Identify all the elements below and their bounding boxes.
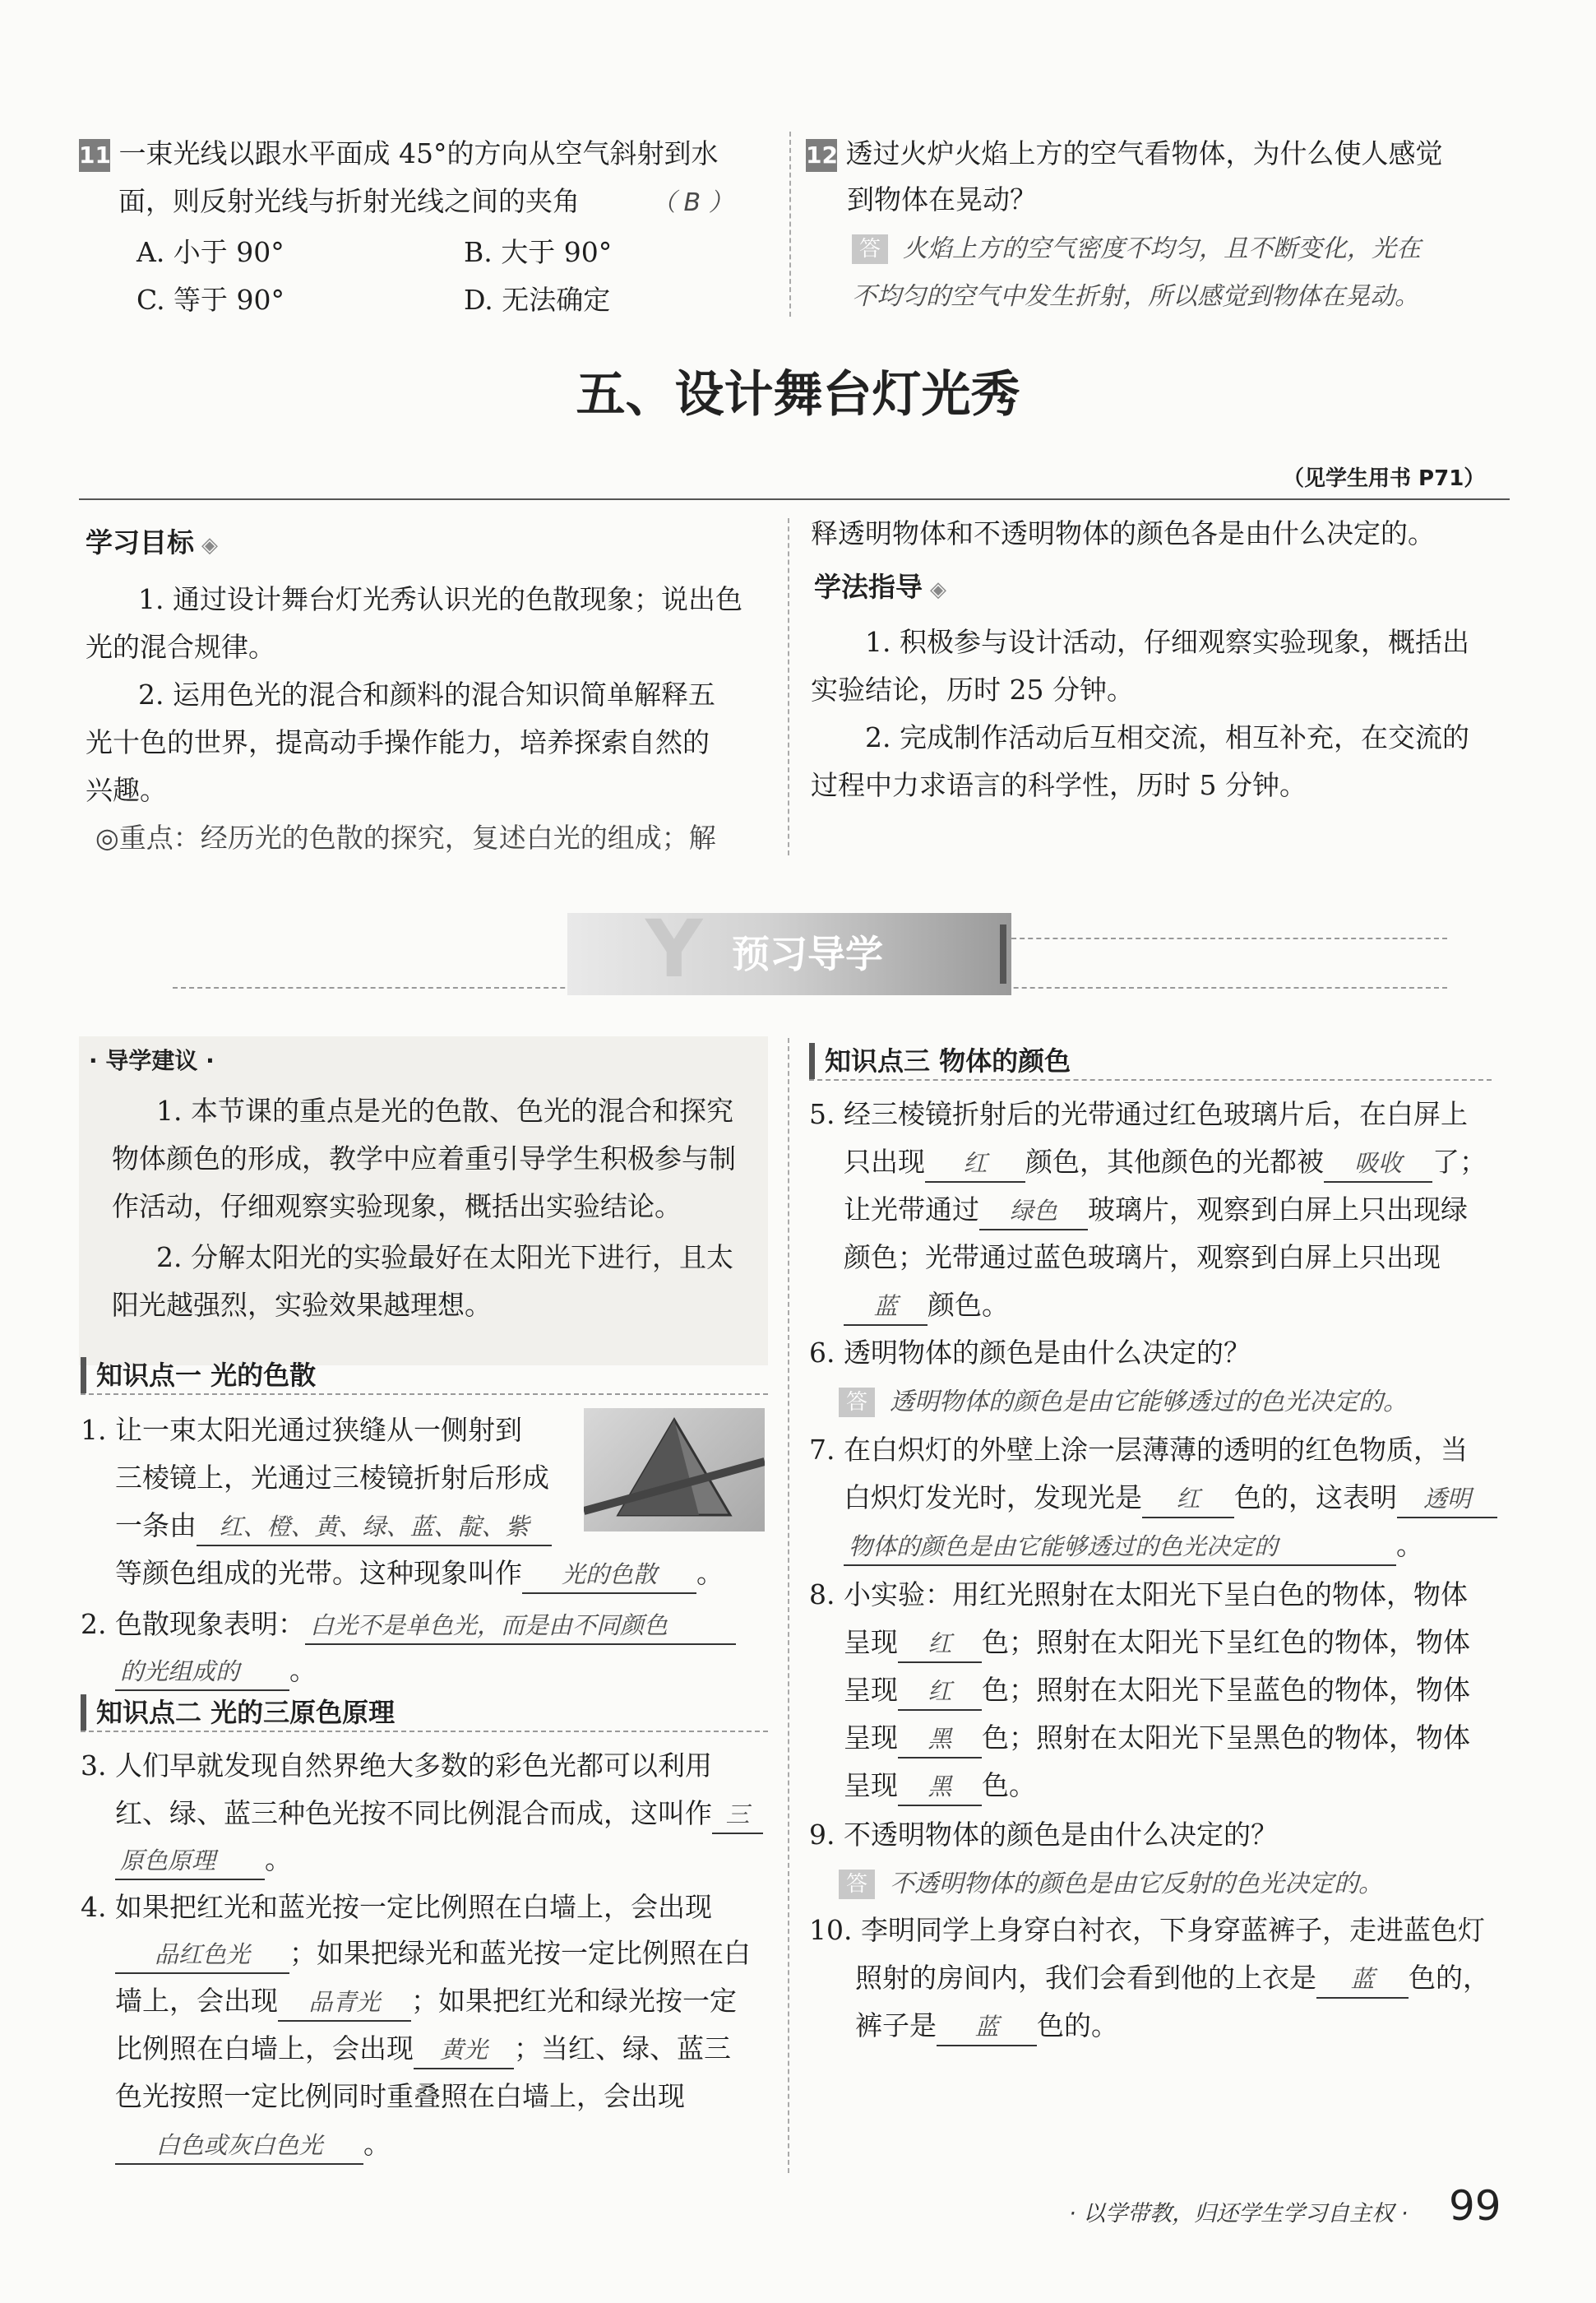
q5-line [844, 1186, 1468, 1234]
answer-blank [197, 1508, 552, 1546]
q3-line [115, 1790, 763, 1837]
goal-line: 2. 运用色光的混合和颜料的混合知识简单解释五 [138, 679, 715, 711]
answer-text: 原色原理 [120, 1847, 216, 1874]
q7-text: 。 [1396, 1529, 1423, 1561]
question-12-answer-line2 [852, 271, 1419, 321]
answer-blank [898, 1720, 982, 1759]
q5-text: 玻璃片，观察到白屏上只出现绿 [1088, 1193, 1468, 1226]
answer-text: 吸收 [1353, 1149, 1402, 1177]
answer-text: 不透明物体的颜色是由它反射的色光决定的。 [890, 1870, 1383, 1898]
q4-line: 色光按照一定比例同时重叠照在白墙上，会出现 [115, 2080, 685, 2112]
answer-blank [115, 1652, 289, 1691]
column-divider [788, 1038, 789, 2173]
answer-text: 光的色散 [561, 1560, 657, 1588]
answer-blank [979, 1192, 1088, 1230]
guide-line: 阳光越强烈，实验效果越理想。 [112, 1289, 492, 1321]
knowledge-point-2 [81, 1694, 768, 1732]
answer-text: 蓝 [974, 2013, 999, 2041]
column-divider [789, 132, 791, 317]
method-heading-text: 学法指导 [814, 571, 923, 603]
question-12 [806, 130, 1443, 178]
question-number-badge: 11 [79, 139, 110, 172]
question-text: 一束光线以跟水平面成 45°的方向从空气斜射到水 [118, 137, 719, 169]
goal-continued-line: 释透明物体和不透明物体的颜色各是由什么决定的。 [811, 517, 1435, 549]
banner-letter: Y [645, 903, 703, 995]
q4-text: ；如果把绿光和蓝光按一定比例照在白 [289, 1937, 751, 1969]
q10-text: 色的。 [1037, 2009, 1118, 2041]
q7-line: 7. 在白炽灯的外壁上涂一层薄薄的透明的红色物质，当 [809, 1434, 1468, 1466]
q5-line: 5. 经三棱镜折射后的光带通过红色玻璃片后，在白屏上 [809, 1098, 1468, 1130]
q8-text: 色；照射在太阳光下呈黑色的物体，物体 [982, 1721, 1470, 1754]
answer-blank [1316, 1960, 1409, 1999]
lesson-title: 五、设计舞台灯光秀 [576, 366, 1020, 424]
answer-blank [937, 2008, 1037, 2046]
answer-blank [898, 1768, 982, 1806]
answer-text: 三 [725, 1800, 750, 1828]
q5-text: 了； [1432, 1146, 1487, 1178]
knowledge-point-1 [81, 1357, 768, 1395]
goals-heading-text: 学习目标 [86, 526, 194, 558]
answer-text: 红 [928, 1677, 952, 1705]
answer-label: 答 [839, 1870, 875, 1899]
answer-text: 红 [1176, 1485, 1200, 1513]
question-12-answer [852, 224, 1421, 273]
q9-line: 9. 不透明物体的颜色是由什么决定的？ [809, 1819, 1278, 1851]
q4-line [115, 2025, 731, 2073]
lesson-reference: （见学生用书 P71） [1283, 466, 1486, 491]
q10-text: 色的， [1409, 1962, 1490, 1994]
method-line: 过程中力求语言的科学性，历时 5 分钟。 [811, 769, 1307, 801]
banner-title: 预习导学 [732, 932, 883, 976]
q8-text: 色；照射在太阳光下呈蓝色的物体，物体 [982, 1674, 1470, 1706]
option-b: B. 大于 90° [464, 236, 613, 268]
answer-text: 绿色 [1009, 1197, 1057, 1225]
q1-line [115, 1502, 552, 1550]
q8-text: 呈现 [844, 1674, 898, 1706]
goal-line: 光的混合规律。 [86, 631, 275, 663]
prism-icon [584, 1408, 765, 1531]
q8-text: 呈现 [844, 1626, 898, 1658]
q4-line [115, 1977, 737, 2025]
method-heading [814, 568, 946, 609]
question-11-answer [651, 178, 733, 227]
answer-blank [1397, 1480, 1497, 1518]
answer-blank [522, 1555, 696, 1594]
answer-text: 品红色光 [154, 1940, 250, 1968]
q3-line [115, 1836, 292, 1884]
answer-text: 红 [963, 1149, 988, 1177]
answer-text: 蓝 [873, 1292, 898, 1320]
answer-blank [115, 2126, 363, 2165]
goal-line: 兴趣。 [86, 774, 167, 806]
q7-text: 色的，这表明 [1234, 1481, 1397, 1513]
column-divider [788, 518, 789, 855]
q5-text: 让光带通过 [844, 1193, 979, 1226]
question-11-line2 [118, 178, 580, 225]
answer-blank [1324, 1144, 1432, 1183]
answer-blank [898, 1624, 982, 1663]
answer-blank [712, 1796, 763, 1834]
q2-text: 2. 色散现象表明： [81, 1608, 305, 1640]
q7-line [844, 1474, 1497, 1522]
q8-text: 色。 [982, 1769, 1036, 1801]
q4-text: 墙上，会出现 [115, 1985, 278, 2017]
q2-line [81, 1601, 736, 1648]
goal-line: 光十色的世界，提高动手操作能力，培养探索自然的 [86, 726, 710, 758]
answer-blank [115, 1935, 289, 1974]
answer-blank [898, 1672, 982, 1711]
q3-text: 红、绿、蓝三种色光按不同比例混合而成，这叫作 [115, 1797, 712, 1829]
answer-text: 透明物体的颜色是由它能够透过的色光决定的。 [890, 1388, 1408, 1416]
guide-heading: · 导学建议 · [89, 1047, 215, 1074]
answer-choice: （ B ） [651, 188, 733, 217]
answer-blank [115, 1842, 265, 1880]
banner-end-bar [1000, 924, 1006, 984]
q7-text: 白炽灯发光时，发现光是 [844, 1481, 1142, 1513]
answer-blank [925, 1144, 1025, 1183]
q3-text: 。 [265, 1843, 292, 1875]
answer-blank [844, 1527, 1396, 1566]
answer-text: 蓝 [1350, 1965, 1375, 1993]
q4-text: 比例照在白墙上，会出现 [115, 2032, 414, 2064]
answer-text: 不均匀的空气中发生折射，所以感觉到物体在晃动。 [852, 282, 1419, 311]
diamond-icon: ◈ [194, 533, 219, 558]
q10-line [855, 2002, 1118, 2050]
method-line: 实验结论，历时 25 分钟。 [811, 674, 1134, 706]
q8-line [844, 1762, 1036, 1810]
guide-line: 1. 本节课的重点是光的色散、色光的混合和探究 [156, 1095, 733, 1127]
q8-text: 呈现 [844, 1721, 898, 1754]
option-c: C. 等于 90° [136, 284, 285, 316]
answer-blank [844, 1287, 928, 1326]
q4-text: 。 [363, 2128, 391, 2160]
q6-answer [839, 1377, 1408, 1426]
q4-line: 4. 如果把红光和蓝光按一定比例照在白墙上，会出现 [81, 1891, 712, 1923]
answer-text: 品青光 [308, 1988, 381, 2016]
answer-text: 黑 [928, 1725, 952, 1753]
q5-line [844, 1281, 1009, 1329]
guide-line: 2. 分解太阳光的实验最好在太阳光下进行，且太 [156, 1241, 733, 1273]
answer-text: 的光组成的 [120, 1657, 240, 1685]
q4-text: ；如果把红光和绿光按一定 [411, 1985, 737, 2017]
goal-line: 1. 通过设计舞台灯光秀认识光的色散现象；说出色 [138, 583, 742, 615]
diamond-icon: ◈ [923, 577, 947, 602]
q4-line [115, 2120, 391, 2168]
answer-blank [414, 2031, 514, 2069]
answer-text: 黄光 [439, 2036, 488, 2064]
q8-text: 呈现 [844, 1769, 898, 1801]
q8-line: 8. 小实验：用红光照射在太阳光下呈白色的物体，物体 [809, 1578, 1468, 1610]
q4-line [115, 1930, 751, 1977]
answer-text: 红、橙、黄、绿、蓝、靛、紫 [219, 1513, 530, 1541]
method-line: 1. 积极参与设计活动，仔细观察实验现象，概括出 [865, 626, 1469, 658]
q5-line [844, 1138, 1487, 1186]
q8-line [844, 1714, 1470, 1762]
question-11 [79, 130, 718, 178]
page-number: 99 [1449, 2182, 1501, 2230]
answer-text: 白光不是单色光，而是由不同颜色 [309, 1611, 668, 1639]
q4-text: ；当红、绿、蓝三 [514, 2032, 731, 2064]
q1-text: 一条由 [115, 1509, 197, 1541]
footer-slogan: · 以学带教，归还学生学习自主权 · [1069, 2201, 1409, 2227]
q2-line [115, 1647, 317, 1694]
answer-text: 透明 [1423, 1485, 1471, 1513]
q1-line [115, 1550, 724, 1597]
answer-text: 黑 [928, 1772, 952, 1800]
q9-answer [839, 1859, 1383, 1908]
knowledge-point-3 [809, 1043, 1492, 1081]
preview-banner [567, 903, 1011, 995]
answer-text: 白色或灰白色光 [155, 2131, 323, 2159]
option-a: A. 小于 90° [136, 236, 285, 268]
q1-text: 。 [696, 1557, 724, 1589]
q10-text: 照射的房间内，我们会看到他的上衣是 [855, 1962, 1316, 1994]
answer-blank [278, 1983, 411, 2022]
prism-image [584, 1408, 765, 1531]
kp2-title: 知识点二 光的三原色原理 [81, 1694, 768, 1731]
q8-text: 色；照射在太阳光下呈红色的物体，物体 [982, 1626, 1470, 1658]
q1-line: 三棱镜上，光通过三棱镜折射后形成 [115, 1462, 549, 1494]
q5-text: 颜色，其他颜色的光都被 [1025, 1146, 1324, 1178]
question-number-badge: 12 [806, 139, 837, 172]
answer-text: 物体的颜色是由它能够透过的色光决定的 [849, 1532, 1279, 1560]
q10-line: 10. 李明同学上身穿白衬衣，下身穿蓝裤子，走进蓝色灯 [809, 1914, 1485, 1946]
q8-line [844, 1666, 1470, 1714]
q5-text: 只出现 [844, 1146, 925, 1178]
answer-text: 红 [928, 1629, 952, 1657]
answer-blank [305, 1606, 736, 1645]
question-12-line2: 到物体在晃动？ [847, 183, 1037, 215]
q5-line: 颜色；光带通过蓝色玻璃片，观察到白屏上只出现 [844, 1241, 1441, 1273]
question-text: 透过火炉火焰上方的空气看物体，为什么使人感觉 [845, 137, 1443, 169]
q6-line: 6. 透明物体的颜色是由什么决定的？ [809, 1337, 1251, 1369]
kp3-title: 知识点三 物体的颜色 [809, 1043, 1492, 1079]
q5-text: 颜色。 [928, 1289, 1009, 1321]
answer-label: 答 [839, 1388, 875, 1417]
option-d: D. 无法确定 [464, 284, 611, 316]
key-point-line: ◎重点：经历光的色散的探究，复述白光的组成；解 [95, 822, 716, 854]
q8-line [844, 1619, 1470, 1666]
guide-line: 作活动，仔细观察实验现象，概括出实验结论。 [112, 1190, 682, 1222]
guide-line: 物体颜色的形成，教学中应着重引导学生积极参与制 [112, 1142, 736, 1175]
goals-heading [86, 523, 218, 565]
question-text: 面，则反射光线与折射光线之间的夹角 [118, 185, 580, 217]
kp1-title: 知识点一 光的色散 [81, 1357, 768, 1393]
q3-line: 3. 人们早就发现自然界绝大多数的彩色光都可以利用 [81, 1749, 712, 1782]
method-line: 2. 完成制作活动后互相交流，相互补充，在交流的 [865, 721, 1469, 753]
q1-text: 等颜色组成的光带。这种现象叫作 [115, 1557, 522, 1589]
q10-line [855, 1954, 1490, 2002]
answer-blank [1142, 1480, 1234, 1518]
answer-label: 答 [852, 234, 888, 264]
answer-text: 火焰上方的空气密度不均匀，且不断变化，光在 [903, 234, 1421, 263]
title-rule [79, 498, 1510, 500]
q1-line: 1. 让一束太阳光通过狭缝从一侧射到 [81, 1414, 522, 1446]
q2-text: 。 [289, 1654, 317, 1686]
q7-line [844, 1522, 1423, 1569]
banner-rule-right [1003, 938, 1447, 939]
q10-text: 裤子是 [855, 2009, 937, 2041]
